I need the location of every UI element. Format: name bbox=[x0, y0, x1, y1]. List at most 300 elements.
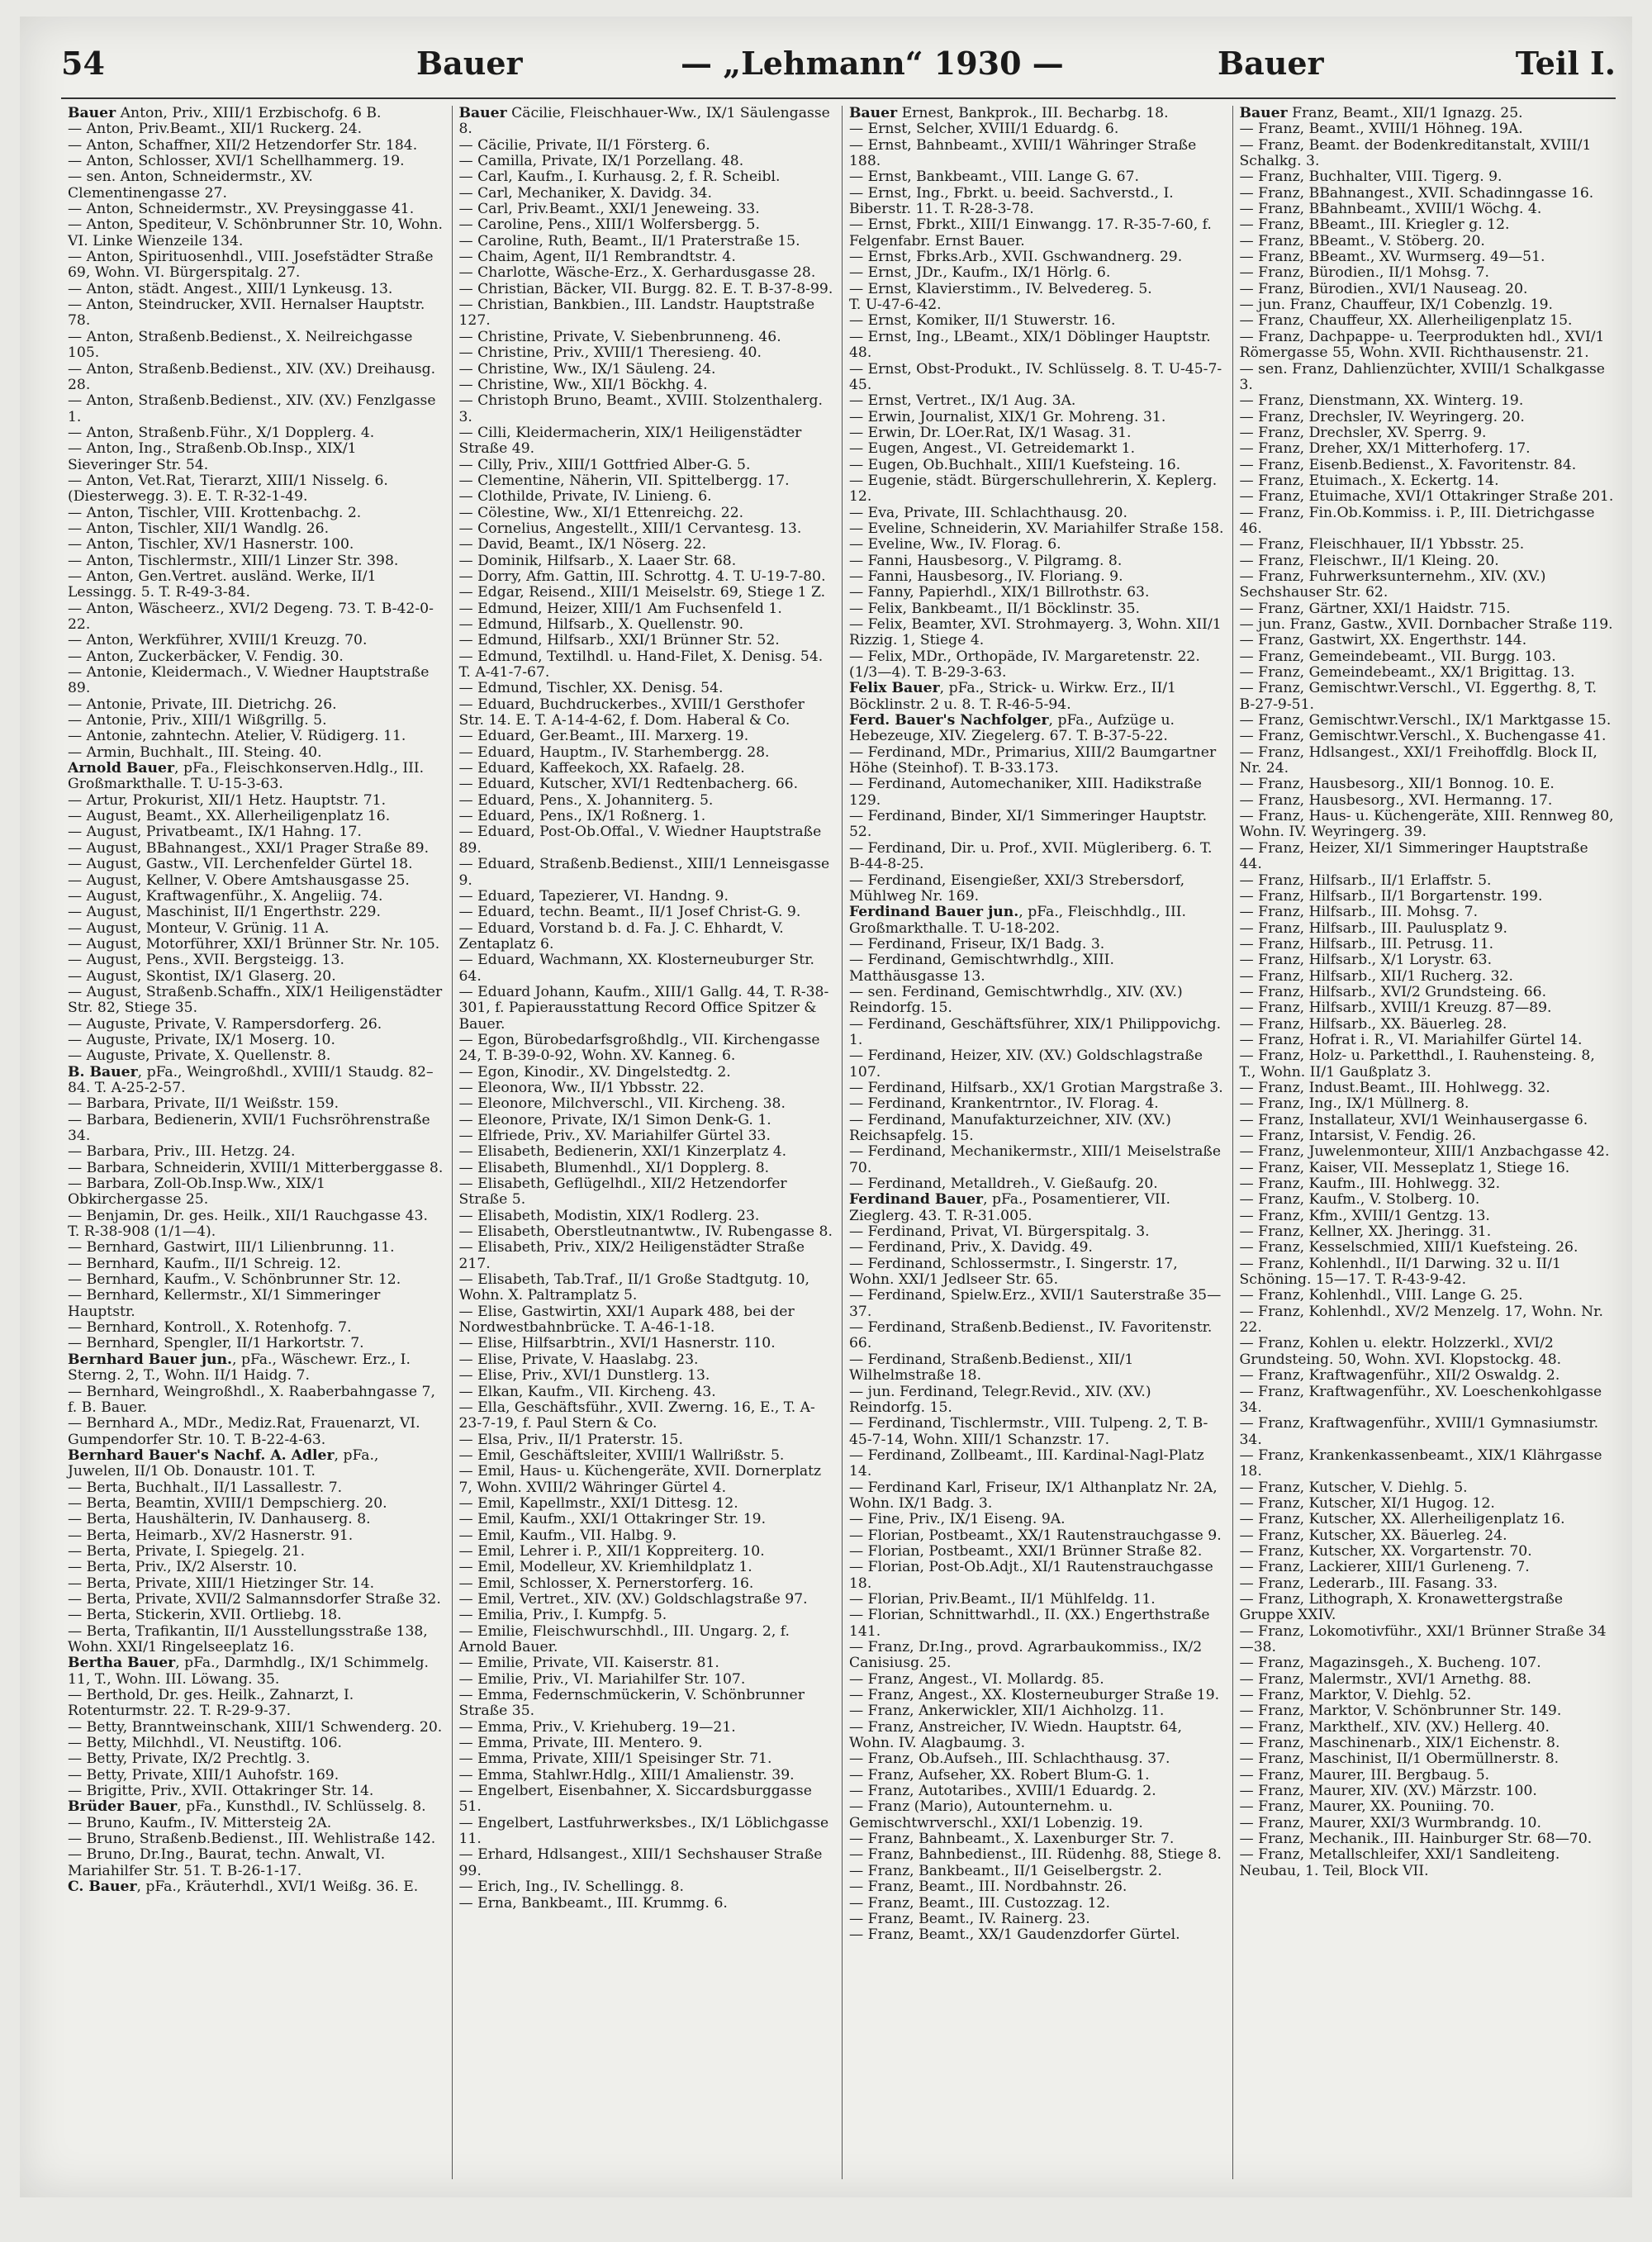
entry-text: — Florian, Postbeamt., XX/1 Rautenstrauchgasse 9. bbox=[849, 1527, 1222, 1544]
directory-entry bbox=[1240, 1768, 1615, 1784]
entry-text: — Ferdinand, Priv., X. Davidg. 49. bbox=[849, 1239, 1093, 1256]
entry-text: — Elsa, Priv., II/1 Praterstr. 15. bbox=[458, 1431, 683, 1448]
directory-entry bbox=[849, 1544, 1224, 1560]
entry-text: — Franz, Markthelf., XIV. (XV.) Hellerg. 40. bbox=[1239, 1718, 1550, 1736]
entry-text: — Franz, Hilfsarb., XVI/2 Grundsteing. 66. bbox=[1239, 983, 1547, 1000]
entry-text: — Emil, Schlosser, X. Pernerstorferg. 16. bbox=[458, 1575, 754, 1592]
directory-entry bbox=[1240, 1048, 1615, 1081]
entry-text: — Edgar, Reisend., XIII/1 Meiselstr. 69, Stiege 1 Z. bbox=[458, 584, 826, 601]
directory-entry bbox=[1240, 681, 1615, 713]
entry-text: — Florian, Postbeamt., XXI/1 Brünner Straße 82. bbox=[849, 1542, 1203, 1560]
entry-heading: C. Bauer bbox=[68, 1879, 137, 1896]
directory-entry bbox=[1240, 1176, 1615, 1192]
directory-entry bbox=[849, 1017, 1224, 1049]
directory-entry bbox=[459, 217, 834, 233]
entry-text: — Ferdinand, Friseur, IX/1 Badg. 3. bbox=[849, 935, 1105, 952]
directory-entry bbox=[68, 1688, 444, 1720]
entry-text: — Ella, Geschäftsführ., XVII. Zwerng. 16, E., T. A-23-7-19, f. Paul Stern & Co. bbox=[458, 1399, 815, 1432]
entry-text: — Christine, Private, V. Siebenbrunneng. 46. bbox=[458, 328, 781, 345]
entry-text: — Florian, Post-Ob.Adjt., XI/1 Rautenstrauchgasse 18. bbox=[849, 1559, 1213, 1592]
entry-text: — Erna, Bankbeamt., III. Krummg. 6. bbox=[458, 1894, 728, 1912]
directory-entry bbox=[459, 378, 834, 393]
directory-entry bbox=[459, 1113, 834, 1128]
entry-text: — August, BBahnangest., XXI/1 Prager Straße 89. bbox=[68, 839, 430, 857]
entry-text: — Eduard, Kaffeekoch, XX. Rafaelg. 28. bbox=[458, 760, 745, 777]
directory-entry bbox=[1240, 1144, 1615, 1160]
directory-entry bbox=[1240, 121, 1615, 137]
entry-text: — Franz, Maurer, III. Bergbaug. 5. bbox=[1239, 1766, 1490, 1784]
entry-text: — Berta, Haushälterin, IV. Danhauserg. 8. bbox=[68, 1511, 371, 1528]
directory-entry bbox=[459, 1816, 834, 1848]
directory-entry bbox=[849, 1320, 1224, 1352]
entry-text: — Franz (Mario), Autounternehm. u. Gemischtwrverschl., XXI/1 Lobenzig. 19. bbox=[849, 1798, 1143, 1831]
directory-entry bbox=[1240, 952, 1615, 968]
entry-text: — Eleonore, Milchverschl., VII. Kircheng. 38. bbox=[458, 1095, 786, 1113]
entry-text: — Franz, Kutscher, V. Diehlg. 5. bbox=[1239, 1479, 1468, 1496]
directory-entry bbox=[68, 921, 444, 937]
directory-entry bbox=[459, 1879, 834, 1895]
directory-entry bbox=[68, 761, 444, 793]
entry-heading: Brüder Bauer bbox=[68, 1798, 178, 1816]
directory-entry bbox=[459, 537, 834, 553]
entry-text: — Fanni, Hausbesorg., IV. Floriang. 9. bbox=[849, 568, 1123, 585]
directory-entry bbox=[459, 1592, 834, 1608]
directory-entry bbox=[849, 425, 1224, 441]
directory-entry bbox=[68, 905, 444, 920]
entry-text: — Franz, Ing., IX/1 Müllnerg. 8. bbox=[1239, 1095, 1469, 1113]
directory-entry bbox=[68, 1240, 444, 1256]
entry-text: , pFa., Fleischhdlg., III. Großmarkthalle. T. U-18-202. bbox=[849, 904, 1186, 937]
entry-text: — Franz, Kfm., XVIII/1 Gentzg. 13. bbox=[1239, 1207, 1490, 1224]
entry-text: — Felix, Bankbeamt., II/1 Böcklinstr. 35. bbox=[849, 600, 1140, 617]
entry-text: — Felix, Beamter, XVI. Strohmayerg. 3, Wohn. XII/1 Rizzig. 1, Stiege 4. bbox=[849, 616, 1222, 649]
directory-entry bbox=[68, 553, 444, 569]
entry-text: — Ferdinand, Hilfsarb., XX/1 Grotian Margstraße 3. bbox=[849, 1079, 1223, 1096]
entry-text: — Edmund, Hilfsarb., X. Quellenstr. 90. bbox=[458, 616, 744, 633]
entry-text: — Charlotte, Wäsche-Erz., X. Gerhardusgasse 28. bbox=[458, 264, 816, 282]
entry-text: — Anton, Tischler, VIII. Krottenbachg. 2. bbox=[68, 504, 362, 521]
directory-entry bbox=[1240, 1576, 1615, 1592]
entry-text: — Franz, Kohlenhdl., II/1 Darwing. 32 u. II/1 Schöning. 15—17. T. R-43-9-42. bbox=[1239, 1255, 1561, 1289]
entry-text: — Franz, Hdlsangest., XXI/1 Freihoffdlg. Block II, Nr. 24. bbox=[1239, 743, 1597, 777]
entry-text: — Franz, Bankbeamt., II/1 Geiselbergstr. 2. bbox=[849, 1862, 1162, 1879]
entry-text: — Franz, Hilfsarb., XX. Bäuerleg. 28. bbox=[1239, 1015, 1507, 1033]
entry-text: — Emil, Lehrer i. P., XII/1 Koppreiterg. 10. bbox=[458, 1542, 765, 1560]
directory-entry bbox=[68, 1655, 444, 1688]
directory-entry bbox=[68, 665, 444, 697]
entry-text: — Elisabeth, Tab.Traf., II/1 Große Stadtgutg. 10, Wohn. X. Paltramplatz 5. bbox=[458, 1271, 809, 1304]
directory-entry bbox=[1240, 873, 1615, 889]
entry-text: — Eleonora, Ww., II/1 Ybbsstr. 22. bbox=[458, 1079, 705, 1096]
entry-text: — Eduard, Wachmann, XX. Klosterneuburger Str. 64. bbox=[458, 952, 815, 985]
entry-text: — Berta, Private, XIII/1 Hietzinger Str. 14. bbox=[68, 1575, 375, 1592]
directory-entry bbox=[1240, 665, 1615, 681]
directory-entry bbox=[1240, 1448, 1615, 1480]
entry-text: — Eduard, Pens., IX/1 Roßnerg. 1. bbox=[458, 808, 706, 825]
directory-entry bbox=[849, 1385, 1224, 1417]
directory-entry bbox=[1240, 1209, 1615, 1224]
entry-text: — Franz, Beamt. der Bodenkreditanstalt, XVIII/1 Schalkg. 3. bbox=[1239, 136, 1592, 170]
directory-entry bbox=[459, 1544, 834, 1560]
entry-text: — Franz, Intarsist, V. Fendig. 26. bbox=[1239, 1128, 1477, 1144]
entry-text: — Emilie, Fleischwurschhdl., III. Ungarg. 2, f. Arnold Bauer. bbox=[458, 1622, 790, 1655]
entry-text: — Franz, Kellner, XX. Jheringg. 31. bbox=[1239, 1223, 1492, 1241]
directory-entry bbox=[849, 553, 1224, 569]
entry-text: — Brigitte, Priv., XVII. Ottakringer Str. 14. bbox=[68, 1783, 374, 1800]
directory-entry bbox=[459, 617, 834, 633]
column-2 bbox=[452, 106, 843, 2179]
entry-text: — Edmund, Textilhdl. u. Hand-Filet, X. Denisg. 54. T. A-41-7-67. bbox=[458, 648, 824, 682]
directory-entry bbox=[1240, 1688, 1615, 1703]
entry-text: — Ferdinand, Spielw.Erz., XVII/1 Sauterstraße 35—37. bbox=[849, 1287, 1222, 1320]
directory-entry bbox=[849, 937, 1224, 952]
entry-text: — Ernst, Vertret., IX/1 Aug. 3A. bbox=[849, 392, 1076, 410]
entry-text: — Bernhard, Kontroll., X. Rotenhofg. 7. bbox=[68, 1319, 352, 1337]
directory-entry bbox=[459, 1209, 834, 1224]
directory-entry bbox=[68, 506, 444, 521]
entry-text: — Franz, Autotaribes., XVIII/1 Eduardg. 2. bbox=[849, 1783, 1156, 1800]
entry-text: — Franz, Kohlen u. elektr. Holzzerkl., XVI/2 Grundsteing. 50, Wohn. XVI. Klopstockg. 48. bbox=[1239, 1335, 1562, 1368]
directory-entry bbox=[459, 330, 834, 345]
directory-entry bbox=[68, 154, 444, 169]
entry-text: — Anton, Steindrucker, XVII. Hernalser Hauptstr. 78. bbox=[68, 297, 425, 330]
entry-heading: B. Bauer bbox=[68, 1063, 138, 1081]
entry-text: — Cäcilie, Private, II/1 Försterg. 6. bbox=[458, 136, 710, 154]
entry-text: — Ferdinand, Manufakturzeichner, XIV. (XV.) Reichsapfelg. 15. bbox=[849, 1111, 1171, 1144]
entry-text: — August, Privatbeamt., IX/1 Hahng. 17. bbox=[68, 824, 362, 841]
entry-text: — Franz, Lederarb., III. Fasang. 33. bbox=[1239, 1575, 1498, 1592]
entry-text: — Franz, Metallschleifer, XXI/1 Sandleiteng. Neubau, 1. Teil, Block VII. bbox=[1239, 1846, 1560, 1879]
entry-text: — Ferdinand, Privat, VI. Bürgerspitalg. 3. bbox=[849, 1223, 1150, 1241]
entry-text: — Eduard, Kutscher, XVI/1 Redtenbacherg. 66. bbox=[458, 776, 799, 793]
entry-text: — Ferdinand, Krankentrntor., IV. Florag. 4. bbox=[849, 1095, 1159, 1113]
entry-text: — Emma, Priv., V. Kriehuberg. 19—21. bbox=[458, 1718, 736, 1736]
directory-entry bbox=[459, 857, 834, 889]
directory-entry bbox=[68, 1144, 444, 1160]
entry-text: Franz, Beamt., XII/1 Ignazg. 25. bbox=[1292, 106, 1523, 121]
entry-text: — Elise, Gastwirtin, XXI/1 Aupark 488, bei der Nordwestbahnbrücke. T. A-46-1-18. bbox=[458, 1303, 795, 1337]
directory-entry bbox=[459, 1528, 834, 1544]
directory-entry bbox=[1240, 553, 1615, 569]
entry-text: — Elfriede, Priv., XV. Mariahilfer Gürtel 33. bbox=[458, 1128, 771, 1144]
entry-text: — Emil, Haus- u. Küchengeräte, XVII. Dornerplatz 7, Wohn. XVIII/2 Währinger Gürtel 4. bbox=[458, 1463, 822, 1496]
directory-entry bbox=[68, 202, 444, 217]
directory-entry bbox=[68, 1113, 444, 1145]
directory-entry bbox=[68, 1512, 444, 1527]
page-number: 54 bbox=[61, 45, 105, 82]
entry-text: — Franz, Angest., VI. Mollardg. 85. bbox=[849, 1670, 1104, 1688]
directory-entry bbox=[459, 1672, 834, 1688]
directory-entry bbox=[459, 345, 834, 361]
entry-text: — Antonie, Priv., XIII/1 Wißgrillg. 5. bbox=[68, 712, 327, 729]
directory-entry bbox=[1240, 1256, 1615, 1289]
entry-text: — Anton, Vet.Rat, Tierarzt, XIII/1 Nisselg. 6. (Diesterwegg. 3). E. T. R-32-1-49. bbox=[68, 472, 388, 506]
directory-entry bbox=[1240, 1736, 1615, 1751]
entry-text: — Anton, Priv.Beamt., XII/1 Ruckerg. 24. bbox=[68, 121, 363, 138]
directory-entry bbox=[68, 1720, 444, 1736]
directory-entry bbox=[459, 569, 834, 585]
directory-entry bbox=[68, 393, 444, 425]
entry-text: — Franz, Hilfsarb., II/1 Borgartenstr. 199. bbox=[1239, 887, 1543, 905]
directory-entry bbox=[459, 1751, 834, 1767]
directory-entry bbox=[1240, 1000, 1615, 1016]
directory-entry bbox=[459, 1560, 834, 1575]
entry-text: — Antonie, zahntechn. Atelier, V. Rüdigerg. 11. bbox=[68, 728, 406, 745]
directory-entry bbox=[849, 1288, 1224, 1320]
entry-text: — Artur, Prokurist, XII/1 Hetz. Hauptstr. 71. bbox=[68, 791, 387, 809]
entry-text: — Ernst, JDr., Kaufm., IX/1 Hörlg. 6. bbox=[849, 264, 1111, 282]
directory-entry bbox=[849, 809, 1224, 841]
directory-entry bbox=[68, 1768, 444, 1784]
directory-entry bbox=[68, 138, 444, 154]
entry-text: — Emil, Geschäftsleiter, XVIII/1 Wallrißstr. 5. bbox=[458, 1446, 785, 1464]
entry-text: — Franz, Heizer, XI/1 Simmeringer Hauptstraße 44. bbox=[1239, 839, 1588, 873]
entry-text: — Betty, Branntweinschank, XIII/1 Schwenderg. 20. bbox=[68, 1718, 443, 1736]
entry-text: — Emilie, Priv., VI. Mariahilfer Str. 107. bbox=[458, 1670, 746, 1688]
entry-text: — Anton, Ing., Straßenb.Ob.Insp., XIX/1 Sieveringer Str. 54. bbox=[68, 440, 357, 473]
directory-entry bbox=[68, 1831, 444, 1847]
directory-entry bbox=[68, 1816, 444, 1831]
entry-text: — Franz, Hausbesorg., XII/1 Bonnog. 10. E. bbox=[1239, 776, 1555, 793]
directory-entry bbox=[1240, 1385, 1615, 1417]
entry-text: — Franz, Kaufm., III. Hohlwegg. 32. bbox=[1239, 1176, 1501, 1193]
entry-text: — Franz, Maschinist, II/1 Obermüllnerstr. 8. bbox=[1239, 1750, 1559, 1768]
directory-entry bbox=[849, 841, 1224, 873]
entry-text: — Anton, Wäscheerz., XVI/2 Degeng. 73. T. B-42-0-22. bbox=[68, 600, 434, 633]
entry-text: — Ferdinand, Schlossermstr., I. Singerstr. 17, Wohn. XXI/1 Jedlseer Str. 65. bbox=[849, 1255, 1178, 1289]
directory-entry bbox=[68, 1736, 444, 1751]
entry-text: — Barbara, Schneiderin, XVIII/1 Mitterberggasse 8. bbox=[68, 1159, 444, 1176]
directory-entry bbox=[68, 1288, 444, 1320]
entry-text: — Ferdinand, Heizer, XIV. (XV.) Goldschlagstraße 107. bbox=[849, 1047, 1203, 1081]
directory-entry bbox=[459, 425, 834, 458]
directory-entry bbox=[1240, 425, 1615, 441]
directory-entry bbox=[459, 889, 834, 905]
directory-entry bbox=[1240, 234, 1615, 249]
entry-text: — Eleonore, Private, IX/1 Simon Denk-G. 1. bbox=[458, 1111, 771, 1128]
entry-text: — Franz, Krankenkassenbeamt., XIX/1 Klährgasse 18. bbox=[1239, 1446, 1602, 1480]
directory-entry bbox=[1240, 441, 1615, 457]
directory-entry bbox=[68, 1176, 444, 1209]
directory-entry bbox=[849, 265, 1224, 281]
directory-entry bbox=[1240, 649, 1615, 665]
directory-entry bbox=[1240, 985, 1615, 1000]
entry-heading: Bernhard Bauer jun. bbox=[68, 1351, 233, 1368]
directory-entry bbox=[68, 1320, 444, 1336]
directory-entry bbox=[68, 106, 444, 121]
directory-entry bbox=[68, 601, 444, 634]
directory-entry bbox=[1240, 1113, 1615, 1128]
entry-text: — Berta, Private, XVII/2 Salmannsdorfer Straße 32. bbox=[68, 1590, 441, 1608]
directory-columns bbox=[61, 106, 1622, 2179]
entry-text: — Auguste, Private, X. Quellenstr. 8. bbox=[68, 1047, 331, 1065]
directory-entry bbox=[1240, 458, 1615, 473]
directory-entry bbox=[1240, 1816, 1615, 1831]
directory-entry bbox=[1240, 393, 1615, 409]
directory-entry bbox=[849, 1512, 1224, 1527]
directory-entry bbox=[849, 106, 1224, 121]
entry-text: — Carl, Priv.Beamt., XXI/1 Jeneweing. 33. bbox=[458, 201, 760, 218]
entry-heading: Arnold Bauer bbox=[68, 760, 175, 777]
entry-text: — Auguste, Private, V. Rampersdorferg. 26. bbox=[68, 1015, 382, 1033]
entry-text: — Franz, Marktor, V. Schönbrunner Str. 149. bbox=[1239, 1703, 1562, 1720]
entry-text: — Franz, Kaufm., V. Stolberg. 10. bbox=[1239, 1191, 1480, 1209]
entry-text: — Franz, Beamt., XX/1 Gaudenzdorfer Gürtel. bbox=[849, 1926, 1180, 1944]
directory-entry bbox=[68, 952, 444, 968]
entry-text: — Franz, Fuhrwerksunternehm., XIV. (XV.) Sechshauser Str. 62. bbox=[1239, 568, 1546, 601]
entry-text: — Ferdinand, Gemischtwrhdlg., XIII. Matthäusgasse 13. bbox=[849, 952, 1114, 985]
entry-text: — Franz, Magazinsgeh., X. Bucheng. 107. bbox=[1239, 1655, 1541, 1672]
entry-text: — Franz, BBahnangest., XVII. Schadinngasse 16. bbox=[1239, 184, 1594, 202]
entry-text: — Eduard, Pens., X. Johanniterg. 5. bbox=[458, 791, 714, 809]
directory-entry bbox=[849, 1927, 1224, 1943]
running-head-left: Bauer bbox=[416, 45, 523, 82]
entry-text: — Berta, Stickerin, XVII. Ortliebg. 18. bbox=[68, 1607, 342, 1624]
directory-entry bbox=[1240, 1672, 1615, 1688]
entry-text: — Eveline, Ww., IV. Florag. 6. bbox=[849, 536, 1061, 553]
entry-text: — Berta, Private, I. Spiegelg. 21. bbox=[68, 1542, 306, 1560]
directory-entry bbox=[1240, 1224, 1615, 1240]
directory-entry bbox=[849, 649, 1224, 682]
directory-entry bbox=[68, 713, 444, 729]
directory-entry bbox=[1240, 1081, 1615, 1096]
directory-entry bbox=[459, 1144, 834, 1160]
entry-text: — Fine, Priv., IX/1 Eiseng. 9A. bbox=[849, 1511, 1066, 1528]
directory-entry bbox=[68, 282, 444, 297]
directory-entry bbox=[459, 824, 834, 857]
entry-text: — Emma, Private, XIII/1 Speisinger Str. 71. bbox=[458, 1750, 772, 1768]
entry-text: — Berthold, Dr. ges. Heilk., Zahnarzt, I. Rotenturmstr. 22. T. R-29-9-37. bbox=[68, 1687, 354, 1720]
directory-entry bbox=[849, 1480, 1224, 1513]
entry-text: — Franz, Hilfsarb., II/1 Erlaffstr. 5. bbox=[1239, 872, 1492, 889]
directory-entry bbox=[1240, 809, 1615, 841]
entry-text: — Anton, Gen.Vertret. ausländ. Werke, II/1 Lessingg. 5. T. R-49-3-84. bbox=[68, 568, 377, 601]
entry-text: — Anton, Schneidermstr., XV. Preysinggasse 41. bbox=[68, 201, 415, 218]
entry-text: — Barbara, Bedienerin, XVII/1 Fuchsröhrenstraße 34. bbox=[68, 1111, 430, 1144]
directory-entry bbox=[849, 1912, 1224, 1927]
directory-entry bbox=[1240, 1720, 1615, 1736]
directory-entry bbox=[68, 841, 444, 857]
directory-entry bbox=[459, 154, 834, 169]
directory-entry bbox=[459, 1448, 834, 1464]
entry-text: — August, Gastw., VII. Lerchenfelder Gürtel 18. bbox=[68, 856, 413, 873]
entry-text: — jun. Franz, Chauffeur, IX/1 Cobenzlg. 19. bbox=[1239, 297, 1553, 314]
directory-entry bbox=[459, 761, 834, 777]
entry-text: — Franz, Beamt., XVIII/1 Höhneg. 19A. bbox=[1239, 121, 1523, 138]
directory-entry bbox=[459, 985, 834, 1033]
entry-text: — Anton, Tischler, XII/1 Wandlg. 26. bbox=[68, 520, 330, 537]
entry-text: — Franz, Kohlenhdl., VIII. Lange G. 25. bbox=[1239, 1287, 1523, 1304]
entry-text: — Cilli, Kleidermacherin, XIX/1 Heiligenstädter Straße 49. bbox=[458, 424, 802, 458]
directory-entry bbox=[68, 1048, 444, 1064]
entry-text: — Franz, Kraftwagenführ., XV. Loeschenkohlgasse 34. bbox=[1239, 1383, 1602, 1416]
entry-text: — Cornelius, Angestellt., XIII/1 Cervantesg. 13. bbox=[458, 520, 802, 537]
entry-text: — Ferdinand, Binder, XI/1 Simmeringer Hauptstr. 52. bbox=[849, 808, 1208, 841]
entry-text: — Erwin, Journalist, XIX/1 Gr. Mohreng. 31. bbox=[849, 408, 1166, 425]
entry-text: — Franz, Gemischtwr.Verschl., IX/1 Marktgasse 15. bbox=[1239, 712, 1612, 729]
entry-text: — Franz, Lithograph, X. Kronawettergstraße Gruppe XXIV. bbox=[1239, 1590, 1564, 1624]
column-4 bbox=[1232, 106, 1623, 2179]
entry-text: — David, Beamt., IX/1 Nöserg. 22. bbox=[458, 536, 707, 553]
directory-entry bbox=[459, 249, 834, 265]
directory-entry bbox=[1240, 1544, 1615, 1560]
entry-text: — Anton, Tischlermstr., XIII/1 Linzer Str. 398. bbox=[68, 552, 399, 569]
directory-entry bbox=[1240, 1096, 1615, 1112]
entry-text: — Franz, Malermstr., XVI/1 Arnethg. 88. bbox=[1239, 1670, 1531, 1688]
directory-entry bbox=[68, 1096, 444, 1112]
directory-entry bbox=[849, 1784, 1224, 1799]
entry-text: — Ernst, Ing., LBeamt., XIX/1 Döblinger Hauptstr. 48. bbox=[849, 328, 1211, 362]
directory-entry bbox=[849, 330, 1224, 362]
entry-text: — Franz, Gemischtwr.Verschl., VI. Eggerthg. 8, T. B-27-9-51. bbox=[1239, 680, 1597, 713]
entry-text: — Franz, Hilfsarb., XII/1 Rucherg. 32. bbox=[1239, 967, 1513, 985]
directory-entry bbox=[849, 1768, 1224, 1784]
entry-text: — Franz, BBahnbeamt., XVIII/1 Wöchg. 4. bbox=[1239, 201, 1542, 218]
entry-text: — Franz, Aufseher, XX. Robert Blum-G. 1. bbox=[849, 1766, 1150, 1784]
directory-entry bbox=[68, 1416, 444, 1448]
entry-text: — Anton, Straßenb.Bedienst., XIV. (XV.) Dreihausg. 28. bbox=[68, 360, 436, 393]
directory-entry bbox=[849, 410, 1224, 425]
entry-text: Cäcilie, Fleischhauer-Ww., IX/1 Säulengasse 8. bbox=[458, 106, 830, 138]
entry-text: — Erhard, Hdlsangest., XIII/1 Sechshauser Straße 99. bbox=[458, 1846, 823, 1879]
directory-entry bbox=[68, 537, 444, 553]
directory-entry bbox=[459, 265, 834, 281]
entry-text: — Christoph Bruno, Beamt., XVIII. Stolzenthalerg. 3. bbox=[458, 392, 823, 425]
entry-text: — Franz, Gärtner, XXI/1 Haidstr. 715. bbox=[1239, 600, 1511, 617]
directory-entry bbox=[849, 1608, 1224, 1640]
entry-text: — Anton, Tischler, XV/1 Hasnerstr. 100. bbox=[68, 536, 354, 553]
entry-text: — Franz, Angest., XX. Klosterneuburger Straße 19. bbox=[849, 1687, 1220, 1704]
directory-entry bbox=[849, 1688, 1224, 1703]
directory-entry bbox=[459, 473, 834, 489]
directory-entry bbox=[459, 1608, 834, 1623]
directory-entry bbox=[459, 745, 834, 761]
entry-text: — Ferdinand, Straßenb.Bedienst., IV. Favoritenstr. 66. bbox=[849, 1319, 1213, 1352]
directory-entry bbox=[459, 1432, 834, 1448]
entry-text: — Franz, Dr.Ing., provd. Agrarbaukommiss., IX/2 Canisiusg. 25. bbox=[849, 1639, 1203, 1672]
directory-entry bbox=[68, 1560, 444, 1575]
entry-text: — Ferdinand, Automechaniker, XIII. Hadikstraße 129. bbox=[849, 776, 1202, 809]
entry-text: — August, Kraftwagenführ., X. Angeliig. 74. bbox=[68, 887, 383, 905]
entry-text: — Ferdinand, Metalldreh., V. Gießaufg. 20. bbox=[849, 1176, 1158, 1193]
entry-text: , pFa., Kunsthdl., IV. Schlüsselg. 8. bbox=[177, 1798, 426, 1816]
directory-entry bbox=[1240, 297, 1615, 313]
entry-text: — Franz, Fin.Ob.Kommiss. i. P., III. Dietrichgasse 46. bbox=[1239, 504, 1595, 537]
directory-entry bbox=[1240, 362, 1615, 394]
directory-entry bbox=[68, 217, 444, 249]
entry-text: — Ferdinand, Geschäftsführer, XIX/1 Philippovichg. 1. bbox=[849, 1015, 1222, 1048]
directory-entry bbox=[68, 1576, 444, 1592]
entry-text: — Emilia, Priv., I. Kumpfg. 5. bbox=[458, 1607, 667, 1624]
directory-entry bbox=[849, 681, 1224, 713]
entry-text: , pFa., Aufzüge u. Hebezeuge, XIV. Ziegelerg. 67. T. B-37-5-22. bbox=[849, 712, 1175, 745]
directory-entry bbox=[459, 601, 834, 617]
directory-entry bbox=[849, 745, 1224, 777]
entry-text: — Emil, Vertret., XIV. (XV.) Goldschlagstraße 97. bbox=[458, 1590, 808, 1608]
entry-text: — Franz, Gemeindebeamt., XX/1 Brigittag. 13. bbox=[1239, 664, 1575, 682]
directory-entry bbox=[849, 1560, 1224, 1592]
directory-entry bbox=[68, 1065, 444, 1097]
entry-text: — Elisabeth, Oberstleutnantwtw., IV. Rubengasse 8. bbox=[458, 1223, 833, 1241]
entry-text: , pFa., Kräuterhdl., XVI/1 Weißg. 36. E. bbox=[136, 1879, 419, 1896]
directory-entry bbox=[68, 1879, 444, 1895]
entry-text: — Franz, Dachpappe- u. Teerprodukten hdl., XVI/1 Römergasse 55, Wohn. XVII. Richthausenstr. 21. bbox=[1239, 328, 1605, 362]
directory-entry bbox=[1240, 601, 1615, 617]
entry-text: — Christine, Ww., IX/1 Säuleng. 24. bbox=[458, 360, 716, 378]
entry-text: — Benjamin, Dr. ges. Heilk., XII/1 Rauchgasse 43. T. R-38-908 (1/1—4). bbox=[68, 1207, 429, 1241]
directory-entry bbox=[1240, 1592, 1615, 1624]
entry-text: Anton, Priv., XIII/1 Erzbischofg. 6 B. bbox=[120, 106, 382, 121]
